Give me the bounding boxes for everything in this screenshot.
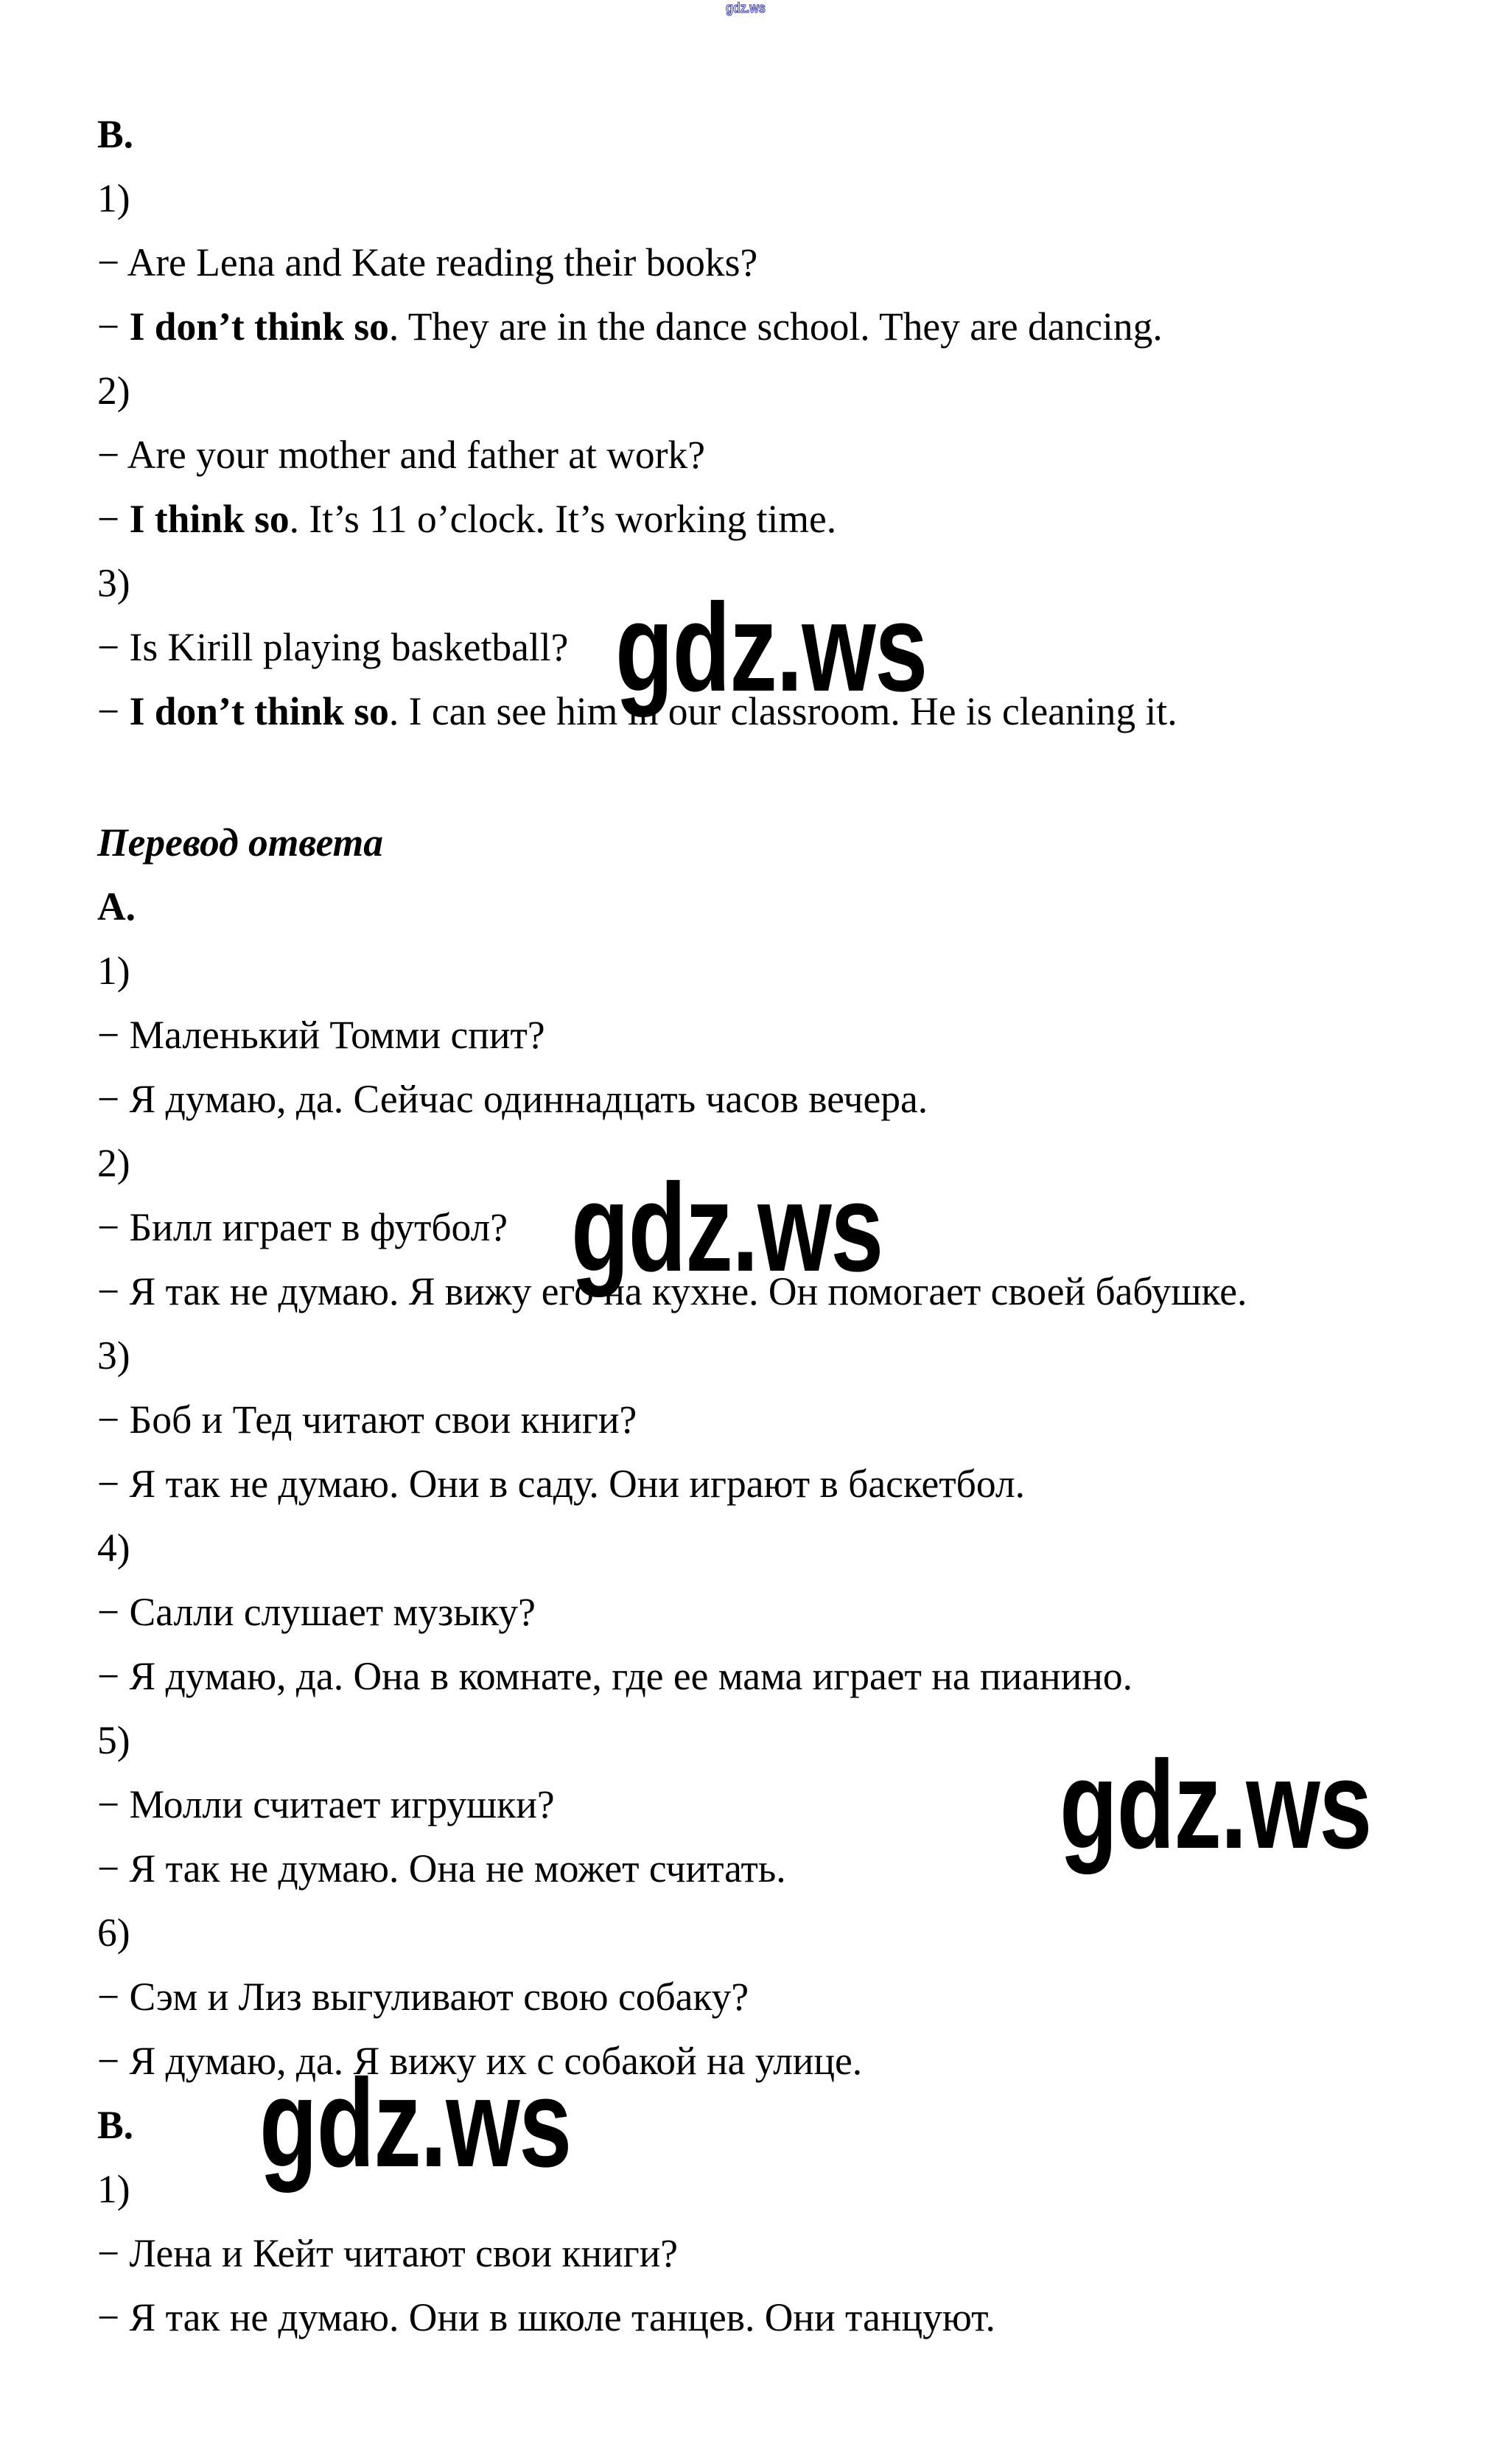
text-line xyxy=(97,1260,1473,1324)
text-run: − Are your mother and father at work? xyxy=(97,433,705,477)
gdz-watermark-large: gdz.ws xyxy=(259,2053,571,2193)
text-run: А. xyxy=(97,884,136,929)
text-run: − Молли считает игрушки? xyxy=(97,1782,555,1826)
text-run: 3) xyxy=(97,1333,130,1378)
text-line xyxy=(97,423,1473,487)
text-line xyxy=(97,1196,1473,1260)
text-line xyxy=(97,2093,1473,2157)
text-line xyxy=(97,1644,1473,1709)
text-run: 1) xyxy=(97,176,130,220)
text-line xyxy=(97,615,1473,680)
text-run: 1) xyxy=(97,2167,130,2211)
text-run: − Боб и Тед читают свои книги? xyxy=(97,1397,637,1442)
text-run: − Сэм и Лиз выгуливают свою собаку? xyxy=(97,1975,749,2019)
text-line xyxy=(97,1452,1473,1516)
text-run: 5) xyxy=(97,1718,130,1762)
text-run: − Я так не думаю. Они в саду. Они играют в баскетбол. xyxy=(97,1462,1025,1506)
bold-text-run: I don’t think so xyxy=(129,689,389,733)
text-run: − xyxy=(97,497,130,541)
text-run: − Я так не думаю. Я вижу его на кухне. Он помогает своей бабушке. xyxy=(97,1269,1247,1313)
text-line xyxy=(97,295,1473,359)
text-line xyxy=(97,359,1473,423)
bold-text-run: I don’t think so xyxy=(129,304,389,349)
text-run: − xyxy=(97,689,130,733)
text-line xyxy=(97,231,1473,295)
text-run: 2) xyxy=(97,1141,130,1185)
text-line xyxy=(97,1067,1473,1131)
text-run: − Билл играет в футбол? xyxy=(97,1205,508,1249)
bold-text-run: I think so xyxy=(129,497,290,541)
text-line xyxy=(97,1901,1473,1965)
text-run: − xyxy=(97,304,130,349)
text-line xyxy=(97,2157,1473,2222)
text-run: 2) xyxy=(97,369,130,413)
gdz-watermark-large: gdz.ws xyxy=(1060,1735,1371,1875)
text-run: − Я думаю, да. Я вижу их с собакой на улице. xyxy=(97,2039,863,2083)
text-run: − Are Lena and Kate reading their books? xyxy=(97,240,758,285)
text-run: − Я думаю, да. Она в комнате, где ее мама играет на пианино. xyxy=(97,1654,1132,1698)
text-run: 1) xyxy=(97,949,130,993)
text-line xyxy=(97,1324,1473,1388)
text-line xyxy=(97,2286,1473,2350)
text-line xyxy=(97,551,1473,615)
text-line xyxy=(97,2222,1473,2286)
text-line xyxy=(97,102,1473,167)
text-line xyxy=(97,2029,1473,2093)
text-run: − Лена и Кейт читают свои книги? xyxy=(97,2231,679,2275)
text-run: − Я думаю, да. Сейчас одиннадцать часов вечера. xyxy=(97,1077,928,1121)
gdz-watermark-large: gdz.ws xyxy=(571,1158,883,1298)
text-line xyxy=(97,1580,1473,1644)
text-line xyxy=(97,939,1473,1003)
text-line xyxy=(97,1837,1473,1901)
text-run: 3) xyxy=(97,561,130,605)
text-line xyxy=(97,1516,1473,1580)
blank-line xyxy=(97,744,1473,811)
text-line xyxy=(97,487,1473,551)
text-line xyxy=(97,1003,1473,1067)
text-line xyxy=(97,680,1473,744)
text-line xyxy=(97,1131,1473,1196)
text-run: . It’s 11 o’clock. It’s working time. xyxy=(289,497,837,541)
text-line xyxy=(97,1709,1473,1773)
text-run: 4) xyxy=(97,1526,130,1570)
text-run: − Маленький Томми спит? xyxy=(97,1013,545,1057)
text-run: − Я так не думаю. Она не может считать. xyxy=(97,1846,786,1891)
text-line xyxy=(97,811,1473,875)
text-run: B. xyxy=(97,112,134,156)
text-run: − Я так не думаю. Они в школе танцев. Они танцуют. xyxy=(97,2295,995,2339)
text-run: . They are in the dance school. They are dancing. xyxy=(388,304,1163,349)
text-run: . I can see him in our classroom. He is cleaning it. xyxy=(388,689,1177,733)
gdz-watermark-large: gdz.ws xyxy=(615,578,927,718)
text-run: − Салли слушает музыку? xyxy=(97,1590,536,1634)
text-line xyxy=(97,1773,1473,1837)
text-line xyxy=(97,875,1473,939)
text-run: В. xyxy=(97,2103,134,2147)
text-line xyxy=(97,1388,1473,1452)
gdz-watermark-top: gdz.ws xyxy=(726,1,766,16)
text-line xyxy=(97,1965,1473,2029)
text-run: − Is Kirill playing basketball? xyxy=(97,625,569,669)
text-run: 6) xyxy=(97,1910,130,1955)
text-run: Перевод ответа xyxy=(97,820,384,865)
text-line xyxy=(97,167,1473,231)
